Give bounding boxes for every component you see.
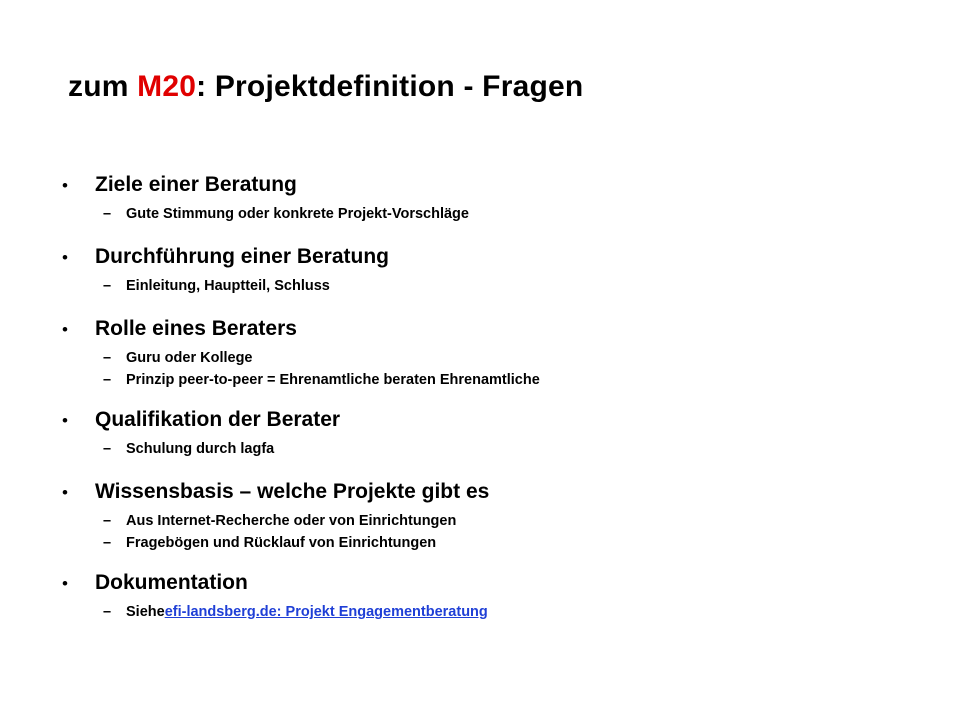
title-suffix: : Projektdefinition - Fragen (196, 70, 584, 103)
title-accent: M20 (137, 70, 197, 103)
sub-item: Guru oder Kollege (126, 350, 253, 366)
bullet-heading: Qualifikation der Berater (95, 408, 341, 431)
sub-item: Einleitung, Hauptteil, Schluss (126, 278, 330, 294)
bullet-item-qualifikation (62, 403, 922, 460)
bullet-icon: • (62, 248, 68, 267)
bullet-icon: • (62, 411, 68, 430)
sub-item: Schulung durch lagfa (126, 441, 275, 457)
bullet-heading: Dokumentation (95, 571, 248, 594)
sub-item-prefix: Siehe (126, 604, 165, 620)
sub-item: Prinzip peer-to-peer = Ehrenamtliche beraten Ehrenamtliche (126, 372, 540, 388)
page-title (68, 70, 583, 104)
title-prefix: zum (68, 70, 138, 103)
dash-icon: – (103, 350, 112, 366)
project-link[interactable]: efi-landsberg.de: Projekt Engagementberatung (164, 604, 488, 620)
bullet-item-durchfuehrung (62, 240, 922, 297)
bullet-item-dokumentation (62, 566, 922, 623)
sub-item: Fragebögen und Rücklauf von Einrichtungen (126, 535, 437, 551)
bullet-heading: Rolle eines Beraters (95, 317, 297, 340)
dash-icon: – (103, 513, 112, 529)
bullet-item-wissensbasis (62, 475, 922, 554)
bullet-icon: • (62, 574, 68, 593)
dash-icon: – (103, 372, 112, 388)
sub-item: Aus Internet-Recherche oder von Einrichtungen (126, 513, 457, 529)
bullet-icon: • (62, 483, 68, 502)
bullet-heading: Durchführung einer Beratung (95, 245, 390, 268)
dash-icon: – (103, 441, 112, 457)
bullet-list (62, 168, 922, 638)
bullet-item-ziele (62, 168, 922, 225)
bullet-heading: Wissensbasis – welche Projekte gibt es (95, 480, 490, 503)
dash-icon: – (103, 278, 112, 294)
bullet-item-rolle (62, 312, 922, 391)
bullet-icon: • (62, 320, 68, 339)
bullet-icon: • (62, 176, 68, 195)
dash-icon: – (103, 604, 112, 620)
dash-icon: – (103, 535, 112, 551)
sub-item: Gute Stimmung oder konkrete Projekt-Vorschläge (126, 206, 469, 222)
bullet-heading: Ziele einer Beratung (95, 173, 297, 196)
dash-icon: – (103, 206, 112, 222)
